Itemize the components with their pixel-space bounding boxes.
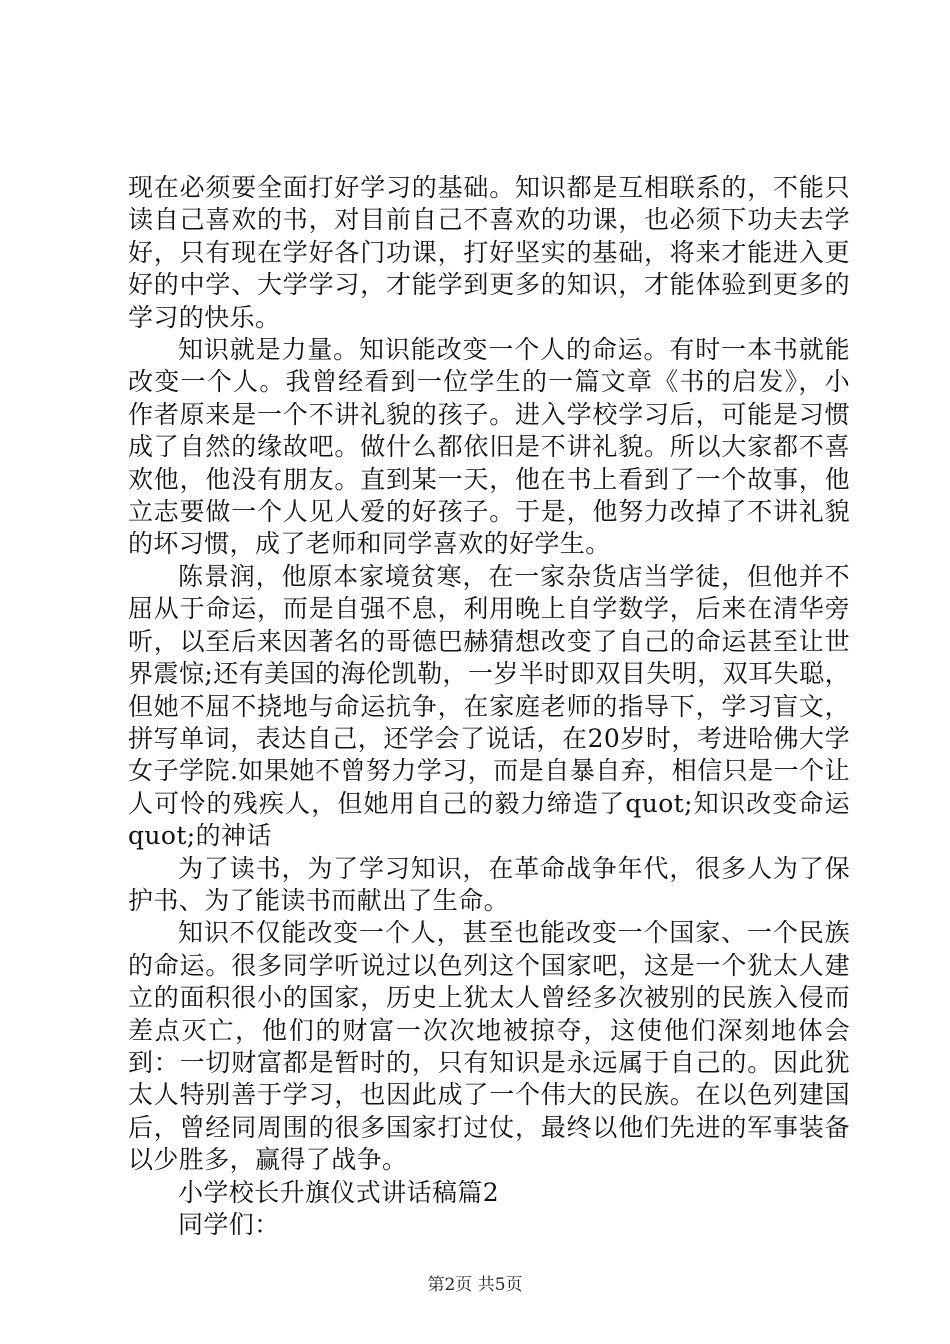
paragraph-4: 为了读书，为了学习知识，在革命战争年代，很多人为了保护书、为了能读书而献出了生命。 — [128, 853, 850, 915]
paragraph-1: 现在必须要全面打好学习的基础。知识都是互相联系的，不能只读自己喜欢的书，对目前自己不喜欢的功课，也必须下功夫去学好，只有现在学好各门功课，打好坚实的基础，将来才能进入更好的中学、大学学习，才能学到更多的知识，才能体验到更多的学习的快乐。 — [128, 173, 850, 332]
salutation: 同学们： — [178, 1210, 280, 1239]
paragraph-5: 知识不仅能改变一个人，甚至也能改变一个国家、一个民族的命运。很多同学听说过以色列这个国家吧，这是一个犹太人建立的面积很小的国家，历史上犹太人曾经多次被别的民族入侵而差点灭亡，他们的财富一次次地被掠夺，这使他们深刻地体会到：一切财富都是暂时的，只有知识是永远属于自己的。因此犹太人特别善于学习，也因此成了一个伟大的民族。在以色列建国后，曾经同周围的很多国家打过仗，最终以他们先进的军事装备以少胜多，赢得了战争。 — [128, 918, 850, 1175]
paragraph-3: 陈景润，他原本家境贫寒，在一家杂货店当学徒，但他并不屈从于命运，而是自强不息，利用晚上自学数学，后来在清华旁听，以至后来因著名的哥德巴赫猜想改变了自己的命运甚至让世界震惊;还有美国的海伦凯勒，一岁半时即双目失明，双耳失聪，但她不屈不挠地与命运抗争，在家庭老师的指导下，学习盲文，拼写单词，表达自己，还学会了说话，在20岁时，考进哈佛大学女子学院.如果她不曾努力学习，而是自暴自弃，相信只是一个让人可怜的残疾人，但她用自己的毅力缔造了quot;知识改变命运quot;的神话 — [128, 561, 850, 851]
section-heading: 小学校长升旗仪式讲话稿篇2 — [178, 1177, 500, 1207]
paragraph-2: 知识就是力量。知识能改变一个人的命运。有时一本书就能改变一个人。我曾经看到一位学生的一篇文章《书的启发》，小作者原来是一个不讲礼貌的孩子。进入学校学习后，可能是习惯成了自然的缘故吧。做什么都依旧是不讲礼貌。所以大家都不喜欢他，他没有朋友。直到某一天，他在书上看到了一个故事，他立志要做一个人见人爱的好孩子。于是，他努力改掉了不讲礼貌的坏习惯，成了老师和同学喜欢的好学生。 — [128, 335, 850, 559]
document-body — [128, 172, 850, 1241]
page-footer: 第2页 共5页 — [427, 1275, 523, 1295]
